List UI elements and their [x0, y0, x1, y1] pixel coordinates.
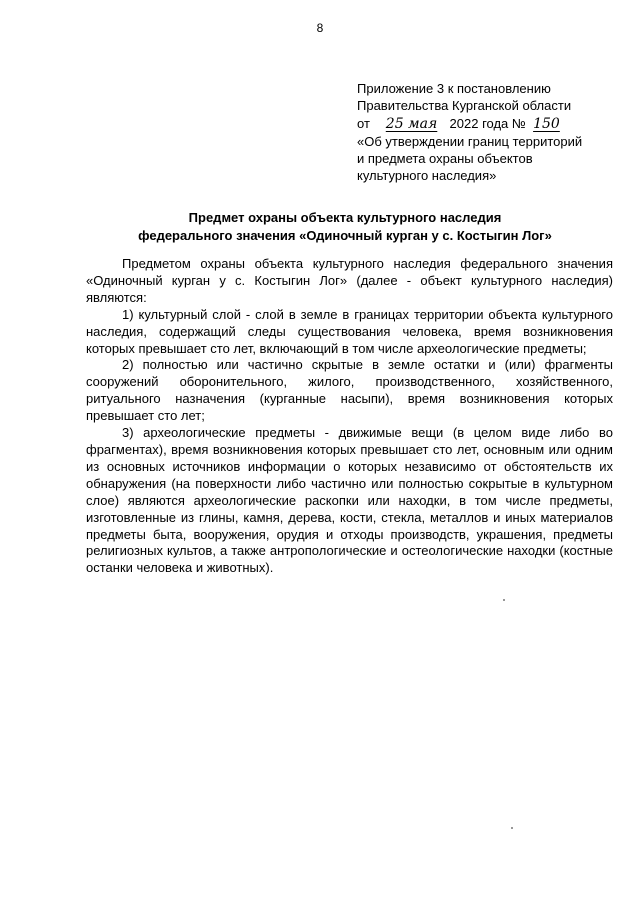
appendix-line: Приложение 3 к постановлению [357, 81, 551, 96]
list-item-remains: 2) полностью или частично скрытые в земле остатки и (или) фрагменты сооружений оборонительного, жилого, производственного, хозяйственного, ритуального назначения (курганные насыпи), время возникновения которых превышает сто лет; [86, 357, 613, 424]
page-number: 8 [316, 21, 324, 35]
intro-paragraph: Предметом охраны объекта культурного наследия федерального значения «Одиночный курган у с. Костыгин Лог» (далее - объект культурного наследия) являются: [86, 256, 613, 305]
title-line: федерального значения «Одиночный курган у с. Костыгин Лог» [138, 227, 552, 243]
document-title [80, 209, 610, 244]
appendix-line: и предмета охраны объектов [357, 151, 533, 167]
appendix-line: Правительства Курганской области [357, 98, 572, 114]
date-prefix: от [357, 115, 370, 131]
appendix-header [357, 80, 617, 185]
handwritten-number: 150 [533, 115, 560, 132]
scan-speck [511, 827, 513, 829]
list-item-archaeological-objects: 3) археологические предметы - движимые вещи (в целом виде либо во фрагментах), время возникновения которых превышает сто лет, основным или одним из основных источников информации о которых независимо от обстоятельств их обнаружения (на поверхности либо частично или полностью сокрытые в культурном слое) являются археологические раскопки или находки, в том числе предметы, изготовленные из глины, камня, дерева, кости, стекла, металлов и иных материалов предметы быта, вооружения, орудия и отходы производств, украшения, предметы религиозных культов, а также антропологические и остеологические находки (костные останки человека и животных). [86, 425, 613, 576]
title-line: Предмет охраны объекта культурного наследия [188, 210, 502, 225]
appendix-date-line [357, 115, 617, 133]
list-item-cultural-layer: 1) культурный слой - слой в земле в границах территории объекта культурного наследия, содержащий следы существования человека, время возникновения которых превышает сто лет, включающий в том числе археологические предметы; [86, 306, 613, 356]
document-body [86, 256, 613, 577]
appendix-line: «Об утверждении границ территорий [357, 133, 583, 149]
scan-speck [503, 599, 505, 601]
appendix-line: культурного наследия» [357, 168, 497, 184]
year-label: 2022 года № [449, 115, 526, 131]
handwritten-date: 25 мая [385, 115, 438, 132]
